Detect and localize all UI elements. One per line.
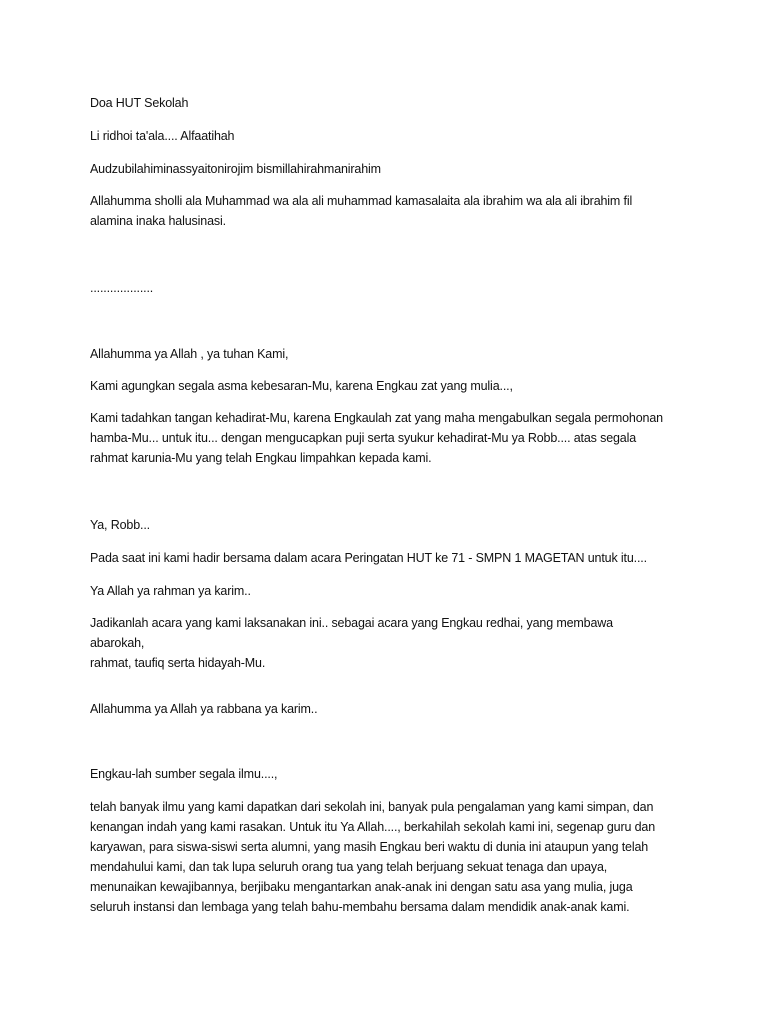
paragraph-sholawat: Allahumma sholli ala Muhammad wa ala ali muhammad kamasalaita ala ibrahim wa ala ali ibrahim fil alamina inaka halusinasi. [90,194,633,228]
paragraph-ya-rabbana: Allahumma ya Allah ya rabbana ya karim.. [90,702,318,716]
paragraph-allahumma-ya-allah: Allahumma ya Allah , ya tuhan Kami, [90,347,289,361]
paragraph-li-ridhoi: Li ridhoi ta'ala.... Alfaatihah [90,129,235,143]
paragraph-ya-robb: Ya, Robb... [90,518,150,532]
paragraph-jadikanlah: Jadikanlah acara yang kami laksanakan ini.. sebagai acara yang Engkau redhai, yang membawa abarokah, rahmat, taufiq serta hidayah-Mu. [90,616,613,670]
paragraph-ya-allah-ya-rahman: Ya Allah ya rahman ya karim.. [90,584,251,598]
paragraph-agungkan: Kami agungkan segala asma kebesaran-Mu, karena Engkau zat yang mulia..., [90,379,513,393]
paragraph-sumber-ilmu: Engkau-lah sumber segala ilmu...., [90,767,278,781]
paragraph-telah-banyak-ilmu: telah banyak ilmu yang kami dapatkan dari sekolah ini, banyak pula pengalaman yang kami simpan, dan kenangan indah yang kami rasakan. Untuk itu Ya Allah...., berkahilah sekolah kami ini, segenap guru dan karyawan, para siswa-siswi serta alumni, yang masih Engkau beri waktu di dunia ini ataupun yang telah mendahului kami, dan tak lupa seluruh orang tua yang telah berjuang sekuat tenaga dan upaya, menunaikan kewajibannya, berjibaku mengantarkan anak-anak ini dengan satu asa yang mulia, juga seluruh instansi dan lembaga yang telah bahu-membahu bersama dalam mendidik anak-anak kami. [90,800,656,914]
document-title: Doa HUT Sekolah [90,96,189,110]
paragraph-tadahkan: Kami tadahkan tangan kehadirat-Mu, karena Engkaulah zat yang maha mengabulkan segala permohonan hamba-Mu... untuk itu... dengan mengucapkan puji serta syukur kehadirat-Mu ya Robb.... atas segala rahmat karunia-Mu yang telah Engkau limpahkan kepada kami. [90,411,663,465]
paragraph-audzubillah: Audzubilahiminassyaitonirojim bismillahirahmanirahim [90,162,381,176]
paragraph-peringatan-hut: Pada saat ini kami hadir bersama dalam acara Peringatan HUT ke 71 - SMPN 1 MAGETAN untuk itu.... [90,551,647,565]
separator-dots: ................... [90,281,154,295]
